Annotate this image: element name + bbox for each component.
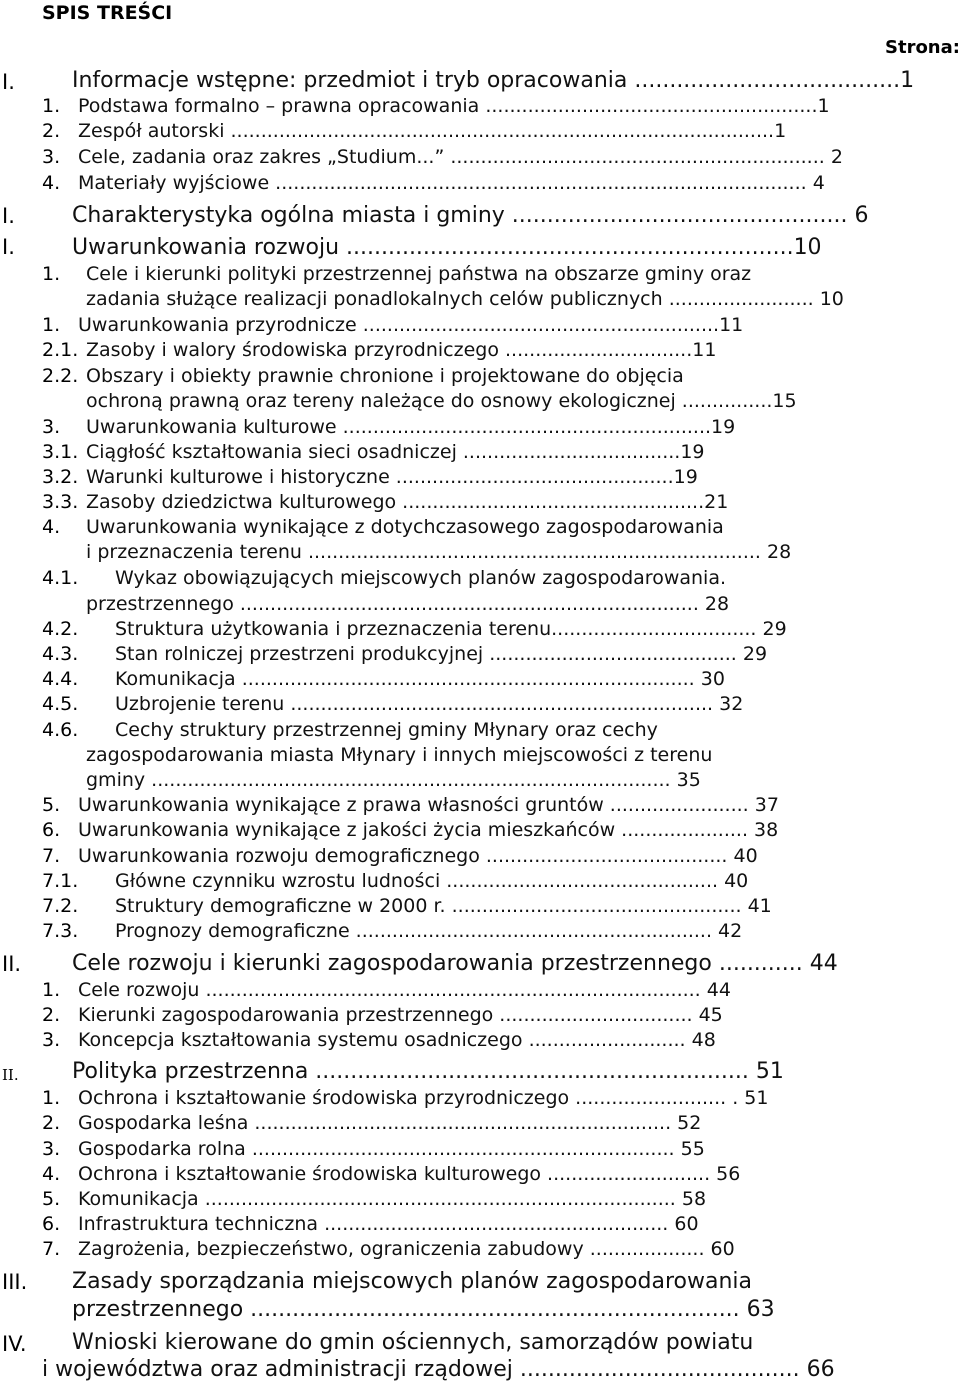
toc-entry-text[interactable]: Materiały wyjściowe ........................................................................................ 4: [78, 172, 825, 194]
toc-entry-text[interactable]: Cele, zadania oraz zakres „Studium...” .............................................................. 2: [78, 146, 843, 168]
toc-entry-number: 4.4.: [42, 668, 79, 690]
toc-entry-number: 5.: [42, 794, 61, 816]
toc-entry-number: 2.2.: [42, 365, 79, 387]
toc-entry-text[interactable]: Informacje wstępne: przedmiot i tryb opracowania ......................................1: [72, 68, 915, 93]
toc-entry-text[interactable]: Struktura użytkowania i przeznaczenia terenu.................................. 29: [115, 618, 787, 640]
toc-entry-text[interactable]: Wnioski kierowane do gmin ościennych, samorządów powiatu: [72, 1330, 754, 1355]
toc-entry-number: 4.5.: [42, 693, 79, 715]
toc-entry-number: 1.: [42, 95, 61, 117]
toc-entry-text[interactable]: Warunki kulturowe i historyczne ..............................................19: [86, 466, 698, 488]
toc-entry-number: 1.: [42, 979, 61, 1001]
toc-entry-text[interactable]: Ochrona i kształtowanie środowiska przyrodniczego ......................... . 51: [78, 1087, 769, 1109]
toc-entry-text[interactable]: Zasoby i walory środowiska przyrodniczego ...............................11: [86, 339, 717, 361]
toc-entry-number: 4.2.: [42, 618, 79, 640]
toc-entry-text[interactable]: Uwarunkowania wynikające z prawa własności gruntów ....................... 37: [78, 794, 779, 816]
toc-entry-text[interactable]: Zespół autorski ..........................................................................................1: [78, 120, 787, 142]
toc-entry-text[interactable]: Uwarunkowania rozwoju demograficznego ........................................ 40: [78, 845, 758, 867]
toc-entry-number: III.: [2, 1270, 28, 1294]
toc-entry-text[interactable]: zagospodarowania miasta Młynary i innych miejscowości z terenu: [86, 744, 713, 766]
toc-entry-number: 6.: [42, 819, 61, 841]
toc-entry-text[interactable]: Cele rozwoju i kierunki zagospodarowania przestrzennego ............ 44: [72, 951, 838, 976]
toc-entry-number: 4.: [42, 172, 61, 194]
toc-entry-number: 7.: [42, 1238, 61, 1260]
toc-entry-number: 4.1.: [42, 567, 79, 589]
toc-entry-text[interactable]: ochroną prawną oraz tereny należące do osnowy ekologicznej ...............15: [86, 390, 797, 412]
toc-entry-number: I.: [2, 70, 15, 94]
toc-entry-number: 3.3.: [42, 491, 79, 513]
toc-entry-text[interactable]: Stan rolniczej przestrzeni produkcyjnej ......................................... 29: [115, 643, 768, 665]
toc-entry-text[interactable]: Wykaz obowiązujących miejscowych planów zagospodarowania.: [115, 567, 727, 589]
toc-entry-number: 3.2.: [42, 466, 79, 488]
toc-entry-text[interactable]: Uwarunkowania kulturowe .............................................................19: [86, 416, 736, 438]
toc-entry-number: 3.: [42, 1029, 61, 1051]
toc-entry-number: 2.1.: [42, 339, 79, 361]
toc-entry-number: 3.1.: [42, 441, 79, 463]
toc-entry-text[interactable]: Uzbrojenie terenu ...................................................................... 32: [115, 693, 744, 715]
toc-entry-text[interactable]: Zasady sporządzania miejscowych planów zagospodarowania: [72, 1269, 752, 1294]
toc-entry-text[interactable]: gminy ...................................................................................... 35: [86, 769, 701, 791]
toc-entry-text[interactable]: Podstawa formalno – prawna opracowania .......................................................1: [78, 95, 830, 117]
toc-entry-number: 7.2.: [42, 895, 79, 917]
toc-entry-number: 3.: [42, 146, 61, 168]
toc-entry-text[interactable]: Główne czynniku wzrostu ludności ............................................. 40: [115, 870, 749, 892]
toc-entry-text[interactable]: przestrzennego ............................................................................ 28: [86, 593, 730, 615]
toc-entry-text[interactable]: Uwarunkowania rozwoju ................................................................10: [72, 235, 822, 260]
toc-entry-number: 4.6.: [42, 719, 79, 741]
toc-entry-text[interactable]: Prognozy demograficzne ........................................................... 42: [115, 920, 743, 942]
toc-entry-number: 2.: [42, 120, 61, 142]
toc-entry-text[interactable]: Cele rozwoju .................................................................................. 44: [78, 979, 731, 1001]
toc-entry-text[interactable]: Cele i kierunki polityki przestrzennej państwa na obszarze gminy oraz: [86, 263, 752, 285]
toc-entry-text[interactable]: Ochrona i kształtowanie środowiska kulturowego ........................... 56: [78, 1163, 741, 1185]
toc-entry-number: 1.: [42, 263, 61, 285]
toc-entry-number: 5.: [42, 1188, 61, 1210]
toc-entry-text[interactable]: Struktury demograficzne w 2000 r. ................................................ 41: [115, 895, 772, 917]
toc-entry-text[interactable]: Ciągłość kształtowania sieci osadniczej ....................................19: [86, 441, 705, 463]
toc-entry-number: I.: [2, 204, 15, 228]
toc-entry-number: 1.: [42, 1087, 61, 1109]
toc-heading: SPIS TREŚCI: [42, 2, 173, 24]
toc-entry-number: 7.1.: [42, 870, 79, 892]
toc-entry-text[interactable]: Gospodarka rolna ...................................................................... 55: [78, 1138, 705, 1160]
toc-entry-text[interactable]: Kierunki zagospodarowania przestrzennego ................................ 45: [78, 1004, 723, 1026]
toc-entry-number: 2.: [42, 1112, 61, 1134]
toc-entry-number: I.: [2, 235, 15, 259]
toc-entry-text[interactable]: Uwarunkowania wynikające z jakości życia mieszkańców ..................... 38: [78, 819, 779, 841]
toc-entry-text[interactable]: i przeznaczenia terenu ........................................................................... 28: [86, 541, 792, 563]
toc-entry-number: 7.: [42, 845, 61, 867]
toc-entry-number: 4.: [42, 1163, 61, 1185]
toc-entry-number: 1.: [42, 314, 61, 336]
page-column-label: Strona:: [885, 37, 960, 58]
toc-entry-text[interactable]: zadania służące realizacji ponadlokalnych celów publicznych ........................ 10: [86, 288, 844, 310]
toc-entry-text[interactable]: Zasoby dziedzictwa kulturowego ..................................................21: [86, 491, 729, 513]
toc-entry-text[interactable]: Uwarunkowania przyrodnicze ...........................................................11: [78, 314, 744, 336]
toc-entry-number: 2.: [42, 1004, 61, 1026]
toc-entry-text[interactable]: Uwarunkowania wynikające z dotychczasowego zagospodarowania: [86, 516, 724, 538]
toc-entry-number: 4.3.: [42, 643, 79, 665]
toc-entry-text[interactable]: Cechy struktury przestrzennej gminy Młynary oraz cechy: [115, 719, 658, 741]
toc-entry-text[interactable]: Polityka przestrzenna .............................................................. 51: [72, 1059, 784, 1084]
toc-entry-text[interactable]: Komunikacja ........................................................................... 30: [115, 668, 725, 690]
toc-entry-number: 6.: [42, 1213, 61, 1235]
toc-entry-text[interactable]: Koncepcja kształtowania systemu osadniczego .......................... 48: [78, 1029, 716, 1051]
toc-entry-number: IV.: [2, 1332, 27, 1356]
toc-entry-number: II.: [2, 952, 22, 976]
toc-entry-text[interactable]: Obszary i obiekty prawnie chronione i projektowane do objęcia: [86, 365, 684, 387]
toc-entry-text[interactable]: Infrastruktura techniczna ......................................................... 60: [78, 1213, 699, 1235]
toc-entry-text[interactable]: Komunikacja .............................................................................. 58: [78, 1188, 707, 1210]
toc-entry-text[interactable]: Charakterystyka ogólna miasta i gminy ................................................ 6: [72, 203, 869, 228]
toc-entry-text[interactable]: Gospodarka leśna ..................................................................... 52: [78, 1112, 702, 1134]
toc-entry-text[interactable]: przestrzennego ...................................................................... 63: [72, 1297, 775, 1322]
toc-entry-text[interactable]: Zagrożenia, bezpieczeństwo, ograniczenia zabudowy ................... 60: [78, 1238, 735, 1260]
toc-entry-number: 3.: [42, 416, 61, 438]
toc-entry-number: 3.: [42, 1138, 61, 1160]
toc-entry-number: 4.: [42, 516, 61, 538]
toc-entry-number: II.: [2, 1066, 19, 1084]
toc-entry-number: 7.3.: [42, 920, 79, 942]
toc-entry-text[interactable]: i województwa oraz administracji rządowej ........................................ 66: [42, 1357, 835, 1382]
